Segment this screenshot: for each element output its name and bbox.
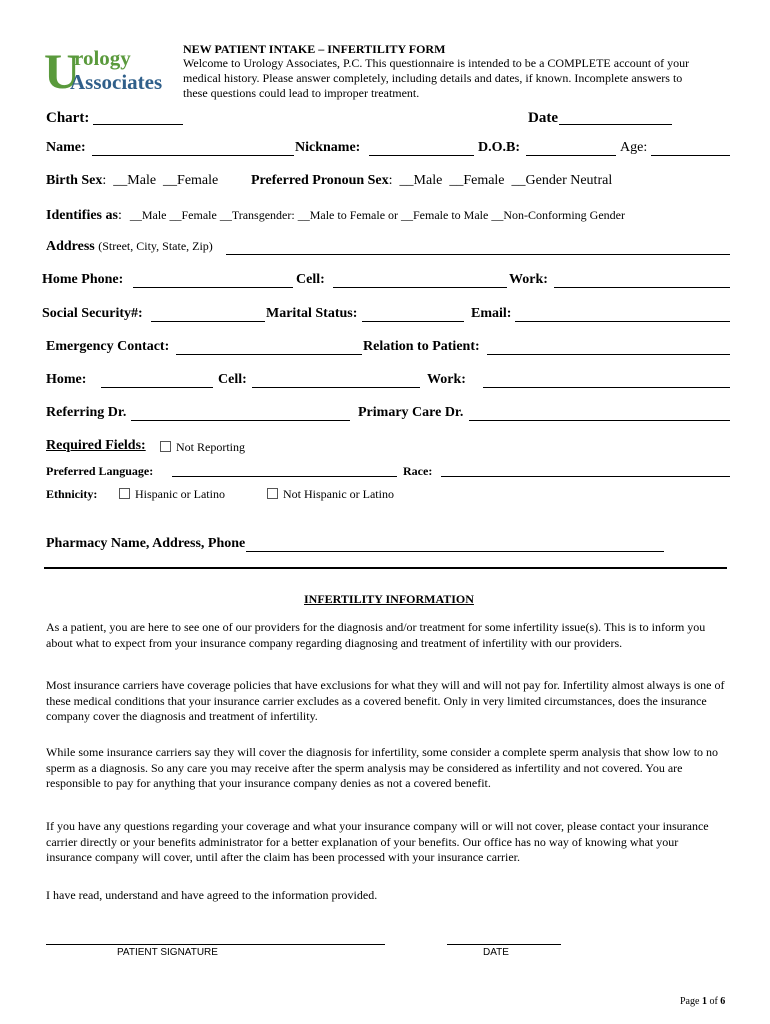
work-field[interactable] bbox=[554, 275, 730, 288]
referring-field[interactable] bbox=[131, 408, 350, 421]
not-reporting-label: Not Reporting bbox=[176, 440, 245, 454]
name-field[interactable] bbox=[92, 143, 294, 156]
page-number: Page 1 of 6 bbox=[680, 996, 726, 1007]
required-label: Required Fields: bbox=[46, 438, 146, 453]
email-field[interactable] bbox=[515, 309, 730, 322]
cell-label: Cell: bbox=[296, 272, 325, 287]
pronoun-male-option[interactable]: __Male bbox=[399, 173, 443, 188]
section-divider bbox=[44, 567, 727, 569]
address-hint: (Street, City, State, Zip) bbox=[98, 239, 213, 253]
identifies-row: Identifies as: __Male __Female __Transgender: __Male to Female or __Female to Male __Non-Conforming Gender bbox=[46, 208, 625, 223]
emergency-home-field[interactable] bbox=[101, 375, 213, 388]
patient-signature-line[interactable] bbox=[46, 944, 385, 945]
info-paragraph-2: Most insurance carriers have coverage policies that have exclusions for what they will and will not pay for. Infertility almost always is one of these medical conditions that your insurance carrier excludes as a covered benefit. Only in very limited circumstances, does the insurance company cover the diagnosis and treatment of infertility. bbox=[46, 678, 725, 723]
referring-label: Referring Dr. bbox=[46, 405, 127, 420]
nickname-field[interactable] bbox=[369, 143, 474, 156]
intro-line-1: Welcome to Urology Associates, P.C. This questionnaire is intended to be a COMPLETE account of your bbox=[183, 56, 690, 70]
address-label: Address bbox=[46, 239, 95, 254]
chart-label: Chart: bbox=[46, 110, 90, 126]
date-label: Date bbox=[528, 110, 558, 126]
primary-label: Primary Care Dr. bbox=[358, 405, 464, 420]
hispanic-label: Hispanic or Latino bbox=[135, 487, 225, 501]
ssn-field[interactable] bbox=[151, 309, 265, 322]
email-label: Email: bbox=[471, 306, 512, 321]
identifies-options[interactable]: __Male __Female __Transgender: __Male to Female or __Female to Male __Non-Conforming Gender bbox=[129, 208, 625, 222]
hispanic-checkbox[interactable] bbox=[119, 488, 130, 499]
nickname-label: Nickname: bbox=[295, 140, 361, 155]
date-field[interactable] bbox=[559, 112, 672, 125]
not-hispanic-checkbox[interactable] bbox=[267, 488, 278, 499]
info-paragraph-1: As a patient, you are here to see one of our providers for the diagnosis and/or treatment for some infertility issue(s). This is to inform you about what to expect from your insurance company regarding diagnosing and treatment of infertility with our providers. bbox=[46, 620, 706, 650]
dob-field[interactable] bbox=[526, 143, 616, 156]
emergency-cell-label: Cell: bbox=[218, 372, 247, 387]
ssn-label: Social Security#: bbox=[42, 306, 143, 321]
home-phone-field[interactable] bbox=[133, 275, 293, 288]
pronoun-label: Preferred Pronoun Sex bbox=[251, 173, 389, 188]
signature-date-line[interactable] bbox=[447, 944, 561, 945]
pharmacy-label: Pharmacy Name, Address, Phone bbox=[46, 536, 246, 551]
work-label: Work: bbox=[509, 272, 548, 287]
info-heading: INFERTILITY INFORMATION bbox=[304, 592, 474, 606]
ethnicity-label: Ethnicity: bbox=[46, 487, 98, 501]
age-field[interactable] bbox=[651, 143, 730, 156]
pharmacy-field[interactable] bbox=[246, 539, 664, 552]
pronoun-female-option[interactable]: __Female bbox=[449, 173, 505, 188]
intro-line-3: these questions could lead to improper treatment. bbox=[183, 86, 420, 100]
logo-graphic bbox=[44, 40, 176, 96]
chart-field[interactable] bbox=[93, 112, 183, 125]
emergency-field[interactable] bbox=[176, 342, 362, 355]
emergency-cell-field[interactable] bbox=[252, 375, 420, 388]
birth-sex-label: Birth Sex bbox=[46, 173, 103, 188]
home-phone-label: Home Phone: bbox=[42, 272, 124, 287]
logo-word2: Associates bbox=[70, 70, 163, 94]
birth-sex-row: Birth Sex: __Male __Female bbox=[46, 173, 219, 188]
logo-word1: rology bbox=[74, 46, 131, 70]
address-field[interactable] bbox=[226, 242, 730, 255]
birth-sex-male-option[interactable]: __Male bbox=[113, 173, 157, 188]
pronoun-neutral-option[interactable]: __Gender Neutral bbox=[511, 173, 613, 188]
not-hispanic-row bbox=[267, 487, 394, 502]
pronoun-row: Preferred Pronoun Sex: __Male __Female __Gender Neutral bbox=[251, 173, 613, 188]
race-field[interactable] bbox=[441, 464, 730, 477]
not-reporting-row bbox=[160, 440, 245, 455]
logo bbox=[44, 40, 176, 96]
emergency-home-label: Home: bbox=[46, 372, 87, 387]
identifies-label: Identifies as bbox=[46, 208, 118, 223]
emergency-work-label: Work: bbox=[427, 372, 466, 387]
dob-label: D.O.B: bbox=[478, 140, 520, 155]
signature-date-label: DATE bbox=[483, 947, 509, 958]
language-field[interactable] bbox=[172, 464, 397, 477]
marital-field[interactable] bbox=[362, 309, 464, 322]
intro-line-2: medical history. Please answer completely, including details and dates, if known. Incomplete answers to bbox=[183, 71, 683, 85]
language-label: Preferred Language: bbox=[46, 464, 154, 478]
emergency-label: Emergency Contact: bbox=[46, 339, 170, 354]
marital-label: Marital Status: bbox=[266, 306, 358, 321]
hispanic-row bbox=[119, 487, 225, 502]
cell-field[interactable] bbox=[333, 275, 507, 288]
age-label: Age: bbox=[620, 140, 648, 155]
birth-sex-female-option[interactable]: __Female bbox=[163, 173, 219, 188]
not-reporting-checkbox[interactable] bbox=[160, 441, 171, 452]
form-title: NEW PATIENT INTAKE – INFERTILITY FORM bbox=[183, 42, 446, 56]
not-hispanic-label: Not Hispanic or Latino bbox=[283, 487, 394, 501]
name-label: Name: bbox=[46, 140, 86, 155]
logo-initial: U bbox=[44, 43, 81, 96]
info-paragraph-4: If you have any questions regarding your coverage and what your insurance company will or will not cover, please contact your insurance carrier directly or your benefits administrator for a better explanation of your benefits. Our office has no way of knowing what your insurance company will cover, until after the claim has been processed with your insurance carrier. bbox=[46, 819, 709, 864]
relation-field[interactable] bbox=[487, 342, 730, 355]
emergency-work-field[interactable] bbox=[483, 375, 730, 388]
relation-label: Relation to Patient: bbox=[363, 339, 480, 354]
info-paragraph-5: I have read, understand and have agreed to the information provided. bbox=[46, 888, 378, 902]
primary-field[interactable] bbox=[469, 408, 730, 421]
patient-signature-label: PATIENT SIGNATURE bbox=[117, 947, 218, 958]
race-label: Race: bbox=[403, 464, 433, 478]
address-row bbox=[46, 239, 213, 255]
info-paragraph-3: While some insurance carriers say they will cover the diagnosis for infertility, some consider a complete sperm analysis that show low to no sperm as a diagnosis. So any care you may receive after the sperm analysis may be considered as infertility and not covered. You are responsible to pay for anything that your insurance company denies as not a covered benefit. bbox=[46, 745, 719, 790]
